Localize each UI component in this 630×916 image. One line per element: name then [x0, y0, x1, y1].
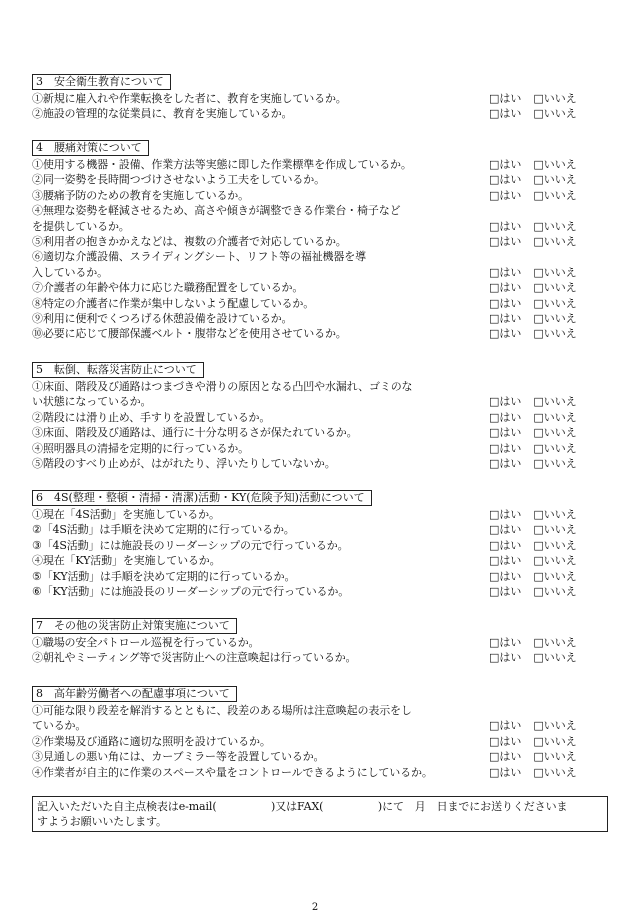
no-checkbox[interactable]: □いいえ: [533, 281, 577, 295]
yes-checkbox[interactable]: □はい: [489, 311, 522, 325]
no-checkbox[interactable]: □いいえ: [533, 569, 577, 583]
answer-options: [489, 410, 589, 425]
yes-checkbox[interactable]: □はい: [489, 554, 522, 568]
answer-options: [489, 584, 589, 599]
question-text: ⑦介護者の年齢や体力に応じた職務配置をしているか。: [32, 281, 304, 295]
section-fall-prevention: [32, 358, 602, 471]
section-title: 7 その他の災害防止対策実施について: [32, 618, 237, 634]
no-checkbox[interactable]: □いいえ: [533, 327, 577, 341]
yes-checkbox[interactable]: □はい: [489, 173, 522, 187]
section-title: 6 4S(整理・整頓・清掃・清潔)活動・KY(危険予知)活動について: [32, 490, 372, 506]
question-row: [32, 172, 602, 187]
section-back-pain: [32, 136, 602, 342]
question-text: ①新規に雇入れや作業転換をした者に、教育を実施しているか。: [32, 92, 347, 105]
yes-checkbox[interactable]: □はい: [489, 765, 522, 779]
question-row: [32, 734, 602, 749]
answer-options: [489, 650, 589, 665]
question-row: [32, 280, 602, 295]
question-text: ①使用する機器・設備、作業方法等実態に即した作業標準を作成しているか。: [32, 158, 412, 171]
answer-options: [489, 718, 589, 733]
no-checkbox[interactable]: □いいえ: [533, 734, 577, 748]
question-row: [32, 538, 602, 553]
answer-options: [489, 234, 589, 249]
answer-options: [489, 749, 589, 764]
question-text: ⑧特定の介護者に作業が集中しないよう配慮しているか。: [32, 296, 315, 310]
question-text: ③腰痛予防のための教育を実施しているか。: [32, 188, 249, 202]
yes-checkbox[interactable]: □はい: [489, 523, 522, 537]
no-checkbox[interactable]: □いいえ: [533, 554, 577, 568]
question-row: [32, 326, 602, 341]
question-text: ⑤「KY活動」は手順を決めて定期的に行っているか。: [32, 569, 296, 583]
answer-options: [489, 394, 589, 409]
no-checkbox[interactable]: □いいえ: [533, 765, 577, 779]
question-row: [32, 106, 602, 121]
yes-checkbox[interactable]: □はい: [489, 508, 522, 521]
answer-options: [489, 157, 589, 172]
section-older-workers: [32, 682, 602, 780]
question-row: [32, 394, 602, 409]
yes-checkbox[interactable]: □はい: [489, 750, 522, 764]
no-checkbox[interactable]: □いいえ: [533, 107, 577, 121]
section-title: 3 安全衛生教育について: [32, 74, 171, 90]
question-text: ②施設の管理的な従業員に、教育を実施しているか。: [32, 107, 293, 121]
question-row: [32, 157, 602, 172]
question-row: [32, 425, 602, 440]
no-checkbox[interactable]: □いいえ: [533, 636, 577, 649]
no-checkbox[interactable]: □いいえ: [533, 188, 577, 202]
answer-options: [489, 219, 589, 234]
no-checkbox[interactable]: □いいえ: [533, 410, 577, 424]
question-list: [32, 91, 602, 122]
question-text: ②「4S活動」は手順を決めて定期的に行っているか。: [32, 523, 295, 537]
question-row: [32, 219, 602, 234]
no-checkbox[interactable]: □いいえ: [533, 395, 577, 409]
answer-options: [489, 172, 589, 187]
yes-checkbox[interactable]: □はい: [489, 281, 522, 295]
yes-checkbox[interactable]: □はい: [489, 188, 522, 202]
question-text: を提供しているか。: [32, 219, 130, 233]
yes-checkbox[interactable]: □はい: [489, 410, 522, 424]
section-4s-ky: [32, 486, 602, 599]
no-checkbox[interactable]: □いいえ: [533, 219, 577, 233]
yes-checkbox[interactable]: □はい: [489, 296, 522, 310]
no-checkbox[interactable]: □いいえ: [533, 584, 577, 598]
question-text: ④無理な姿勢を軽減させるため、高さや傾きが調整できる作業台・椅子など: [32, 204, 401, 218]
yes-checkbox[interactable]: □はい: [489, 584, 522, 598]
submission-note: [32, 796, 608, 832]
submission-note-line-2: すようお願いいたします。: [37, 815, 167, 828]
question-row: [32, 584, 602, 599]
question-row: [32, 188, 602, 203]
yes-checkbox[interactable]: □はい: [489, 158, 522, 171]
question-row: [32, 410, 602, 425]
question-text: ②朝礼やミーティング等で災害防止への注意喚起は行っているか。: [32, 651, 357, 665]
answer-options: [489, 326, 589, 341]
page-number: 2: [311, 902, 319, 913]
no-checkbox[interactable]: □いいえ: [533, 234, 577, 248]
question-row: [32, 718, 602, 733]
question-row: [32, 296, 602, 311]
yes-checkbox[interactable]: □はい: [489, 107, 522, 121]
question-row: [32, 379, 602, 394]
answer-options: [489, 311, 589, 326]
no-checkbox[interactable]: □いいえ: [533, 538, 577, 552]
question-row: [32, 703, 602, 718]
section-title: 8 高年齢労働者への配慮事項について: [32, 686, 237, 702]
answer-options: [489, 522, 589, 537]
answer-options: [489, 765, 589, 780]
yes-checkbox[interactable]: □はい: [489, 265, 522, 279]
section-safety-education: [32, 70, 602, 122]
question-row: [32, 441, 602, 456]
question-text: ③「4S活動」には施設長のリーダーシップの元で行っているか。: [32, 538, 349, 552]
question-text: ⑥「KY活動」には施設長のリーダーシップの元で行っているか。: [32, 584, 350, 598]
answer-options: [489, 569, 589, 584]
answer-options: [489, 188, 589, 203]
no-checkbox[interactable]: □いいえ: [533, 158, 577, 171]
question-row: [32, 569, 602, 584]
yes-checkbox[interactable]: □はい: [489, 219, 522, 233]
question-row: [32, 249, 602, 264]
question-list: [32, 703, 602, 780]
question-row: [32, 749, 602, 764]
no-checkbox[interactable]: □いいえ: [533, 426, 577, 440]
question-row: [32, 635, 602, 650]
answer-options: [489, 425, 589, 440]
question-row: [32, 522, 602, 537]
answer-options: [489, 296, 589, 311]
no-checkbox[interactable]: □いいえ: [533, 523, 577, 537]
question-text: ②階段には滑り止め、手すりを設置しているか。: [32, 410, 271, 424]
no-checkbox[interactable]: □いいえ: [533, 296, 577, 310]
question-text: ているか。: [32, 719, 87, 733]
yes-checkbox[interactable]: □はい: [489, 441, 522, 455]
answer-options: [489, 91, 589, 106]
section-title: 4 腰痛対策について: [32, 140, 149, 156]
answer-options: [489, 265, 589, 280]
question-list: [32, 635, 602, 666]
question-list: [32, 379, 602, 471]
question-text: ④現在「KY活動」を実施しているか。: [32, 554, 221, 568]
yes-checkbox[interactable]: □はい: [489, 426, 522, 440]
question-text: ⑨利用に便利でくつろげる休憩設備を設けているか。: [32, 311, 293, 325]
answer-options: [489, 734, 589, 749]
question-text: い状態になっているか。: [32, 395, 152, 409]
no-checkbox[interactable]: □いいえ: [533, 456, 577, 470]
yes-checkbox[interactable]: □はい: [489, 719, 522, 733]
question-list: [32, 157, 602, 342]
question-row: [32, 765, 602, 780]
question-row: [32, 203, 602, 218]
section-other-measures: [32, 614, 602, 666]
question-text: ②作業場及び通路に適切な照明を設けているか。: [32, 734, 271, 748]
question-text: ④照明器具の清掃を定期的に行っているか。: [32, 441, 249, 455]
submission-note-line-1: 記入いただいた自主点検表はe-mail( )又はFAX( )にて 月 日までにお送りくださいま: [37, 800, 568, 813]
section-title: 5 転倒、転落災害防止について: [32, 362, 204, 378]
question-row: [32, 507, 602, 522]
yes-checkbox[interactable]: □はい: [489, 327, 522, 341]
answer-options: [489, 280, 589, 295]
yes-checkbox[interactable]: □はい: [489, 234, 522, 248]
answer-options: [489, 553, 589, 568]
question-row: [32, 650, 602, 665]
question-row: [32, 234, 602, 249]
no-checkbox[interactable]: □いいえ: [533, 719, 577, 733]
question-text: ⑩必要に応じて腰部保護ベルト・腹帯などを使用させているか。: [32, 327, 347, 341]
answer-options: [489, 456, 589, 471]
answer-options: [489, 538, 589, 553]
question-row: [32, 456, 602, 471]
answer-options: [489, 507, 589, 522]
question-row: [32, 265, 602, 280]
answer-options: [489, 441, 589, 456]
no-checkbox[interactable]: □いいえ: [533, 173, 577, 187]
question-row: [32, 91, 602, 106]
question-text: ③見通しの悪い角には、カーブミラー等を設置しているか。: [32, 750, 325, 764]
question-text: ⑤階段のすべり止めが、はがれたり、浮いたりしていないか。: [32, 456, 336, 470]
question-text: ①現在「4S活動」を実施しているか。: [32, 508, 220, 521]
question-text: ①可能な限り段差を解消するとともに、段差のある場所は注意喚起の表示をし: [32, 704, 412, 717]
question-row: [32, 553, 602, 568]
no-checkbox[interactable]: □いいえ: [533, 92, 577, 105]
answer-options: [489, 106, 589, 121]
question-text: ②同一姿勢を長時間つづけさせないよう工夫をしているか。: [32, 173, 325, 187]
no-checkbox[interactable]: □いいえ: [533, 311, 577, 325]
yes-checkbox[interactable]: □はい: [489, 651, 522, 665]
yes-checkbox[interactable]: □はい: [489, 734, 522, 748]
question-text: ⑥適切な介護設備、スライディングシート、リフト等の福祉機器を導: [32, 250, 366, 264]
question-text: ③床面、階段及び通路は、通行に十分な明るさが保たれているか。: [32, 426, 358, 440]
question-list: [32, 507, 602, 599]
yes-checkbox[interactable]: □はい: [489, 538, 522, 552]
yes-checkbox[interactable]: □はい: [489, 636, 522, 649]
no-checkbox[interactable]: □いいえ: [533, 265, 577, 279]
no-checkbox[interactable]: □いいえ: [533, 508, 577, 521]
no-checkbox[interactable]: □いいえ: [533, 441, 577, 455]
no-checkbox[interactable]: □いいえ: [533, 750, 577, 764]
question-row: [32, 311, 602, 326]
yes-checkbox[interactable]: □はい: [489, 569, 522, 583]
question-text: ①職場の安全パトロール巡視を行っているか。: [32, 636, 260, 649]
question-text: ④作業者が自主的に作業のスペースや量をコントロールできるようにしているか。: [32, 765, 433, 779]
question-text: ①床面、階段及び通路はつまづきや滑りの原因となる凸凹や水漏れ、ゴミのな: [32, 380, 413, 393]
question-text: 入しているか。: [32, 265, 108, 279]
yes-checkbox[interactable]: □はい: [489, 92, 522, 105]
no-checkbox[interactable]: □いいえ: [533, 651, 577, 665]
answer-options: [489, 635, 589, 650]
yes-checkbox[interactable]: □はい: [489, 456, 522, 470]
yes-checkbox[interactable]: □はい: [489, 395, 522, 409]
question-text: ⑤利用者の抱きかかえなどは、複数の介護者で対応しているか。: [32, 234, 347, 248]
